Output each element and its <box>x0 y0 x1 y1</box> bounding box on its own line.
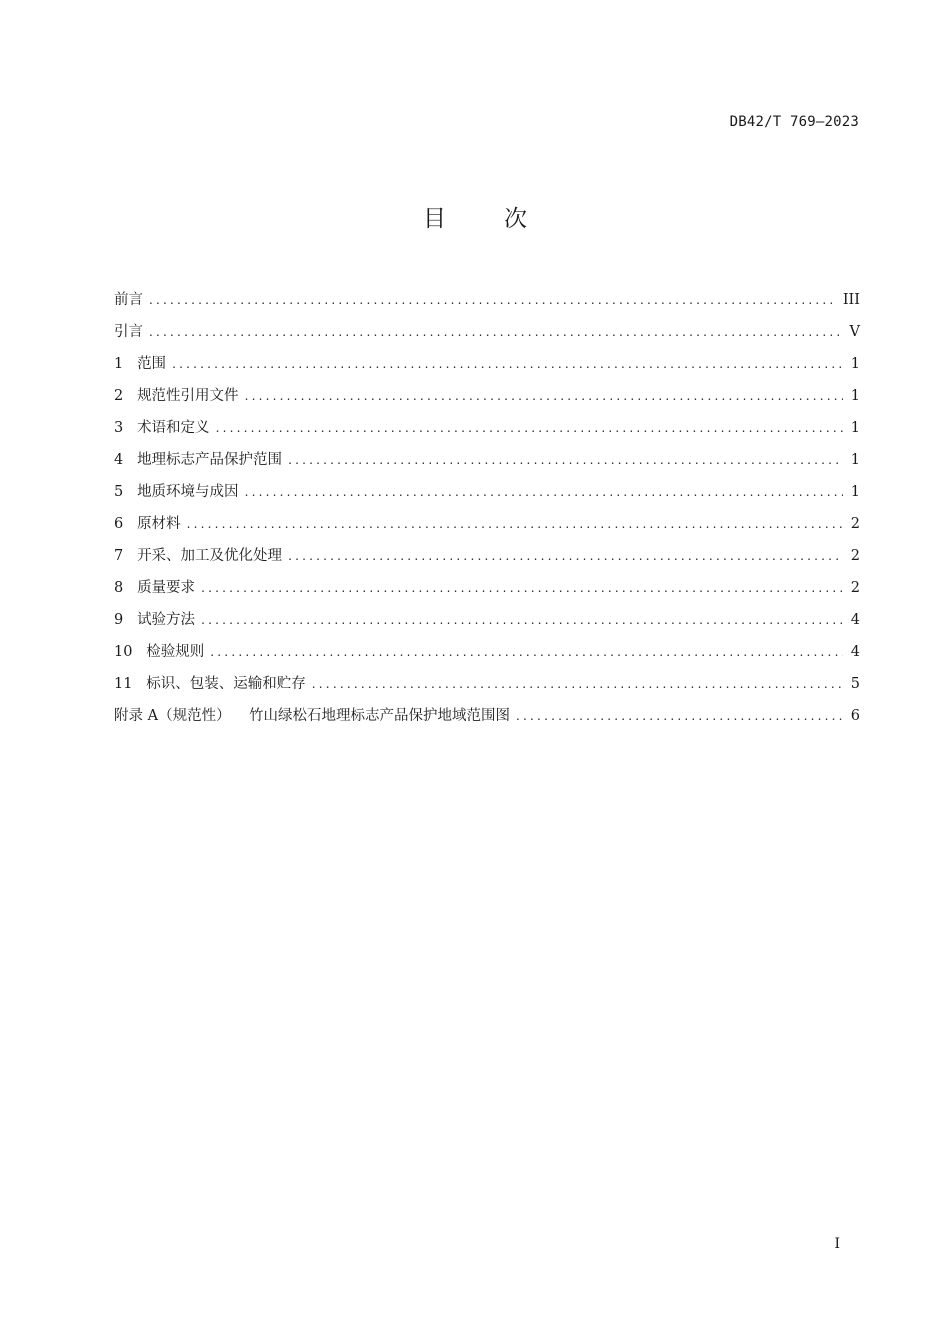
toc-entry-number: 2 <box>114 388 138 404</box>
toc-entry-annex-a[interactable] <box>114 704 860 736</box>
toc-entry-number: 3 <box>114 420 138 436</box>
toc-entry-quality[interactable] <box>114 576 860 608</box>
document-code: DB42/T 769—2023 <box>729 114 859 130</box>
toc-entry-label: 试验方法 <box>137 612 196 628</box>
toc-entry-label: 附录 A（规范性） 竹山绿松石地理标志产品保护地域范围图 <box>114 708 511 724</box>
dot-leader <box>516 709 843 723</box>
toc-entry-protection-scope[interactable] <box>114 448 860 480</box>
toc-entry-page: 1 <box>850 420 860 436</box>
toc-entry-label: 术语和定义 <box>137 420 210 436</box>
toc-entry-page: 6 <box>850 708 860 724</box>
toc-entry-label: 原材料 <box>137 516 181 532</box>
toc-entry-raw-materials[interactable] <box>114 512 860 544</box>
table-of-contents <box>114 288 860 736</box>
toc-entry-foreword[interactable] <box>114 288 860 320</box>
toc-entry-number: 7 <box>114 548 138 564</box>
dot-leader <box>149 325 842 339</box>
toc-entry-label: 标识、包装、运输和贮存 <box>146 676 306 692</box>
toc-entry-label: 地质环境与成因 <box>137 484 239 500</box>
toc-entry-page: 4 <box>850 644 860 660</box>
dot-leader <box>172 357 843 371</box>
toc-entry-number: 4 <box>114 452 138 468</box>
toc-entry-introduction[interactable] <box>114 320 860 352</box>
toc-entry-number: 8 <box>114 580 138 596</box>
toc-entry-page: 5 <box>850 676 860 692</box>
dot-leader <box>201 581 843 595</box>
toc-entry-geology[interactable] <box>114 480 860 512</box>
dot-leader <box>288 453 843 467</box>
toc-entry-processing[interactable] <box>114 544 860 576</box>
toc-entry-page: 4 <box>850 612 860 628</box>
dot-leader <box>216 421 843 435</box>
toc-entry-label: 前言 <box>114 292 143 308</box>
toc-entry-label: 范围 <box>137 356 167 372</box>
toc-entry-label: 地理标志产品保护范围 <box>137 452 283 468</box>
toc-entry-number: 1 <box>114 356 138 372</box>
dot-leader <box>245 485 843 499</box>
toc-entry-number: 11 <box>114 676 147 692</box>
toc-entry-page: 1 <box>850 452 860 468</box>
toc-entry-page: 2 <box>850 580 860 596</box>
toc-entry-number: 6 <box>114 516 138 532</box>
toc-entry-normative-references[interactable] <box>114 384 860 416</box>
toc-entry-label: 规范性引用文件 <box>137 388 239 404</box>
dot-leader <box>187 517 843 531</box>
toc-entry-marking-packaging[interactable] <box>114 672 860 704</box>
toc-entry-label: 质量要求 <box>137 580 196 596</box>
toc-entry-page: III <box>842 292 860 308</box>
toc-entry-page: 2 <box>850 548 860 564</box>
toc-entry-terms[interactable] <box>114 416 860 448</box>
toc-entry-number: 5 <box>114 484 138 500</box>
dot-leader <box>201 613 843 627</box>
toc-entry-page: 1 <box>850 356 860 372</box>
toc-entry-scope[interactable] <box>114 352 860 384</box>
toc-entry-page: 1 <box>850 484 860 500</box>
toc-entry-page: 1 <box>850 388 860 404</box>
toc-entry-page: 2 <box>850 516 860 532</box>
toc-entry-number: 9 <box>114 612 138 628</box>
toc-entry-label: 检验规则 <box>146 644 205 660</box>
dot-leader <box>149 293 835 307</box>
toc-entry-page: V <box>849 324 860 340</box>
toc-entry-test-methods[interactable] <box>114 608 860 640</box>
dot-leader <box>245 389 843 403</box>
dot-leader <box>210 645 842 659</box>
page-number: I <box>834 1236 840 1252</box>
toc-entry-number: 10 <box>114 644 147 660</box>
toc-entry-label: 引言 <box>114 324 143 340</box>
page-title: 目次 <box>423 206 585 232</box>
toc-entry-label: 开采、加工及优化处理 <box>137 548 283 564</box>
dot-leader <box>288 549 843 563</box>
toc-entry-inspection-rules[interactable] <box>114 640 860 672</box>
dot-leader <box>312 677 843 691</box>
